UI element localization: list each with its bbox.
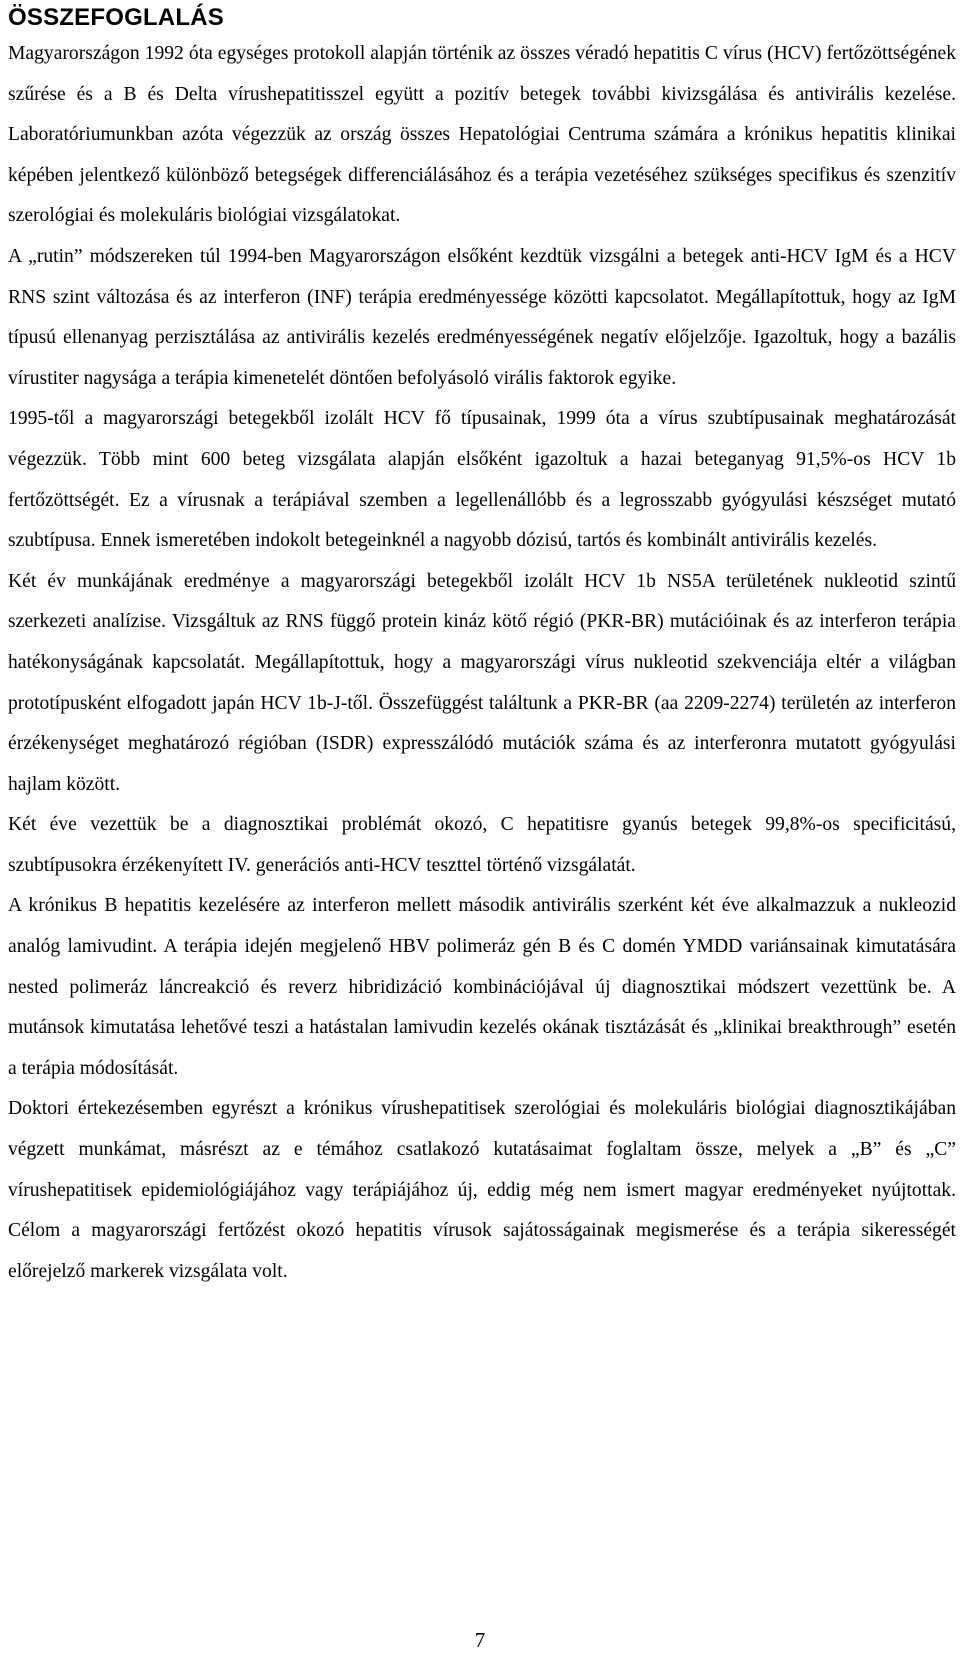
paragraph-lamivudine: A krónikus B hepatitis kezelésére az interferon mellett második antivirális szerként két éve alkalmazzuk a nukleozid analóg lamivudint. A terápia idején megjelenő HBV polimeráz gén B és C domén YMDD variánsainak kimutatására nested polimeráz láncreakció és reverz hibridizáció kombinációjával új diagnosztikai módszert vezettünk be. A mutánsok kimutatása lehetővé teszi a hatástalan lamivudin kezelés okának tisztázását és „klinikai breakthrough” esetén a terápia módosítását. [8, 895, 956, 1079]
paragraph-igm-interferon: A „rutin” módszereken túl 1994-ben Magyarországon elsőként kezdtük vizsgálni a betegek anti-HCV IgM és a HCV RNS szint változása és az interferon (INF) terápia eredményessége közötti kapcsolatot. Megállapítottuk, hogy az IgM típusú ellenanyag perzisztálása az antivirális kezelés eredményességének negatív előjelzője. Igazoltuk, hogy a bazális vírustiter nagysága a terápia kimenetelét döntően befolyásoló virális faktorok egyike. [8, 245, 956, 389]
paragraph-thesis-summary: Doktori értekezésemben egyrészt a krónikus vírushepatitisek szerológiai és molekuláris biológiai diagnosztikájában végzett munkámat, másrészt az e témához csatlakozó kutatásaimat foglaltam össze, melyek a „B” és „C” vírushepatitisek epidemiológiájához vagy terápiájához új, eddig még nem ismert magyar eredményeket nyújtottak. Célom a magyarországi fertőzést okozó hepatitis vírusok sajátosságainak megismerése és a terápia sikerességét előrejelző markerek vizsgálata volt. [8, 1098, 956, 1282]
paragraph-ns5a-analysis: Két év munkájának eredménye a magyarországi betegekből izolált HCV 1b NS5A területének nukleotid szintű szerkezeti analízise. Vizsgáltuk az RNS függő protein kináz kötő régió (PKR-BR) mutációinak és az interferon terápia hatékonyságának kapcsolatát. Megállapítottuk, hogy a magyarországi vírus nukleotid szekvenciája eltér a világban prototípusként elfogadott japán HCV 1b-J-től. Összefüggést találtunk a PKR-BR (aa 2209-2274) területén az interferon érzékenységet meghatározó régióban (ISDR) expresszálódó mutációk száma és az interferonra mutatott gyógyulási hajlam között. [8, 570, 956, 795]
paragraph-hcv-types: 1995-től a magyarországi betegekből izolált HCV fő típusainak, 1999 óta a vírus szubtípusainak meghatározását végezzük. Több mint 600 beteg vizsgálata alapján elsőként igazoltuk a hazai beteganyag 91,5%-os HCV 1b fertőzöttségét. Ez a vírusnak a terápiával szemben a legellenállóbb és a legrosszabb gyógyulási készséget mutató szubtípusa. Ennek ismeretében indokolt betegeinknél a nagyobb dózisú, tartós és kombinált antivirális kezelés. [8, 408, 956, 552]
paragraph-anti-hcv-test: Két éve vezettük be a diagnosztikai problémát okozó, C hepatitisre gyanús betegek 99,8%-os specificitású, szubtípusokra érzékenyített IV. generációs anti-HCV teszttel történő vizsgálatát. [8, 814, 956, 876]
document-page [8, 0, 956, 1292]
paragraph-hcv-screening: Magyarországon 1992 óta egységes protokoll alapján történik az összes véradó hepatitis C vírus (HCV) fertőzöttségének szűrése és a B és Delta vírushepatitisszel együtt a pozitív betegek további kivizsgálása és antivirális kezelése. Laboratóriumunkban azóta végezzük az ország összes Hepatológiai Centruma számára a krónikus hepatitis klinikai képében jelentkező különböző betegségek differenciálásához és a terápia vezetéséhez szükséges specifikus és szenzitív szerológiai és molekuláris biológiai vizsgálatokat. [8, 43, 956, 227]
page-number: 7 [474, 1628, 486, 1652]
section-heading: ÖSSZEFOGLALÁS [8, 4, 224, 31]
